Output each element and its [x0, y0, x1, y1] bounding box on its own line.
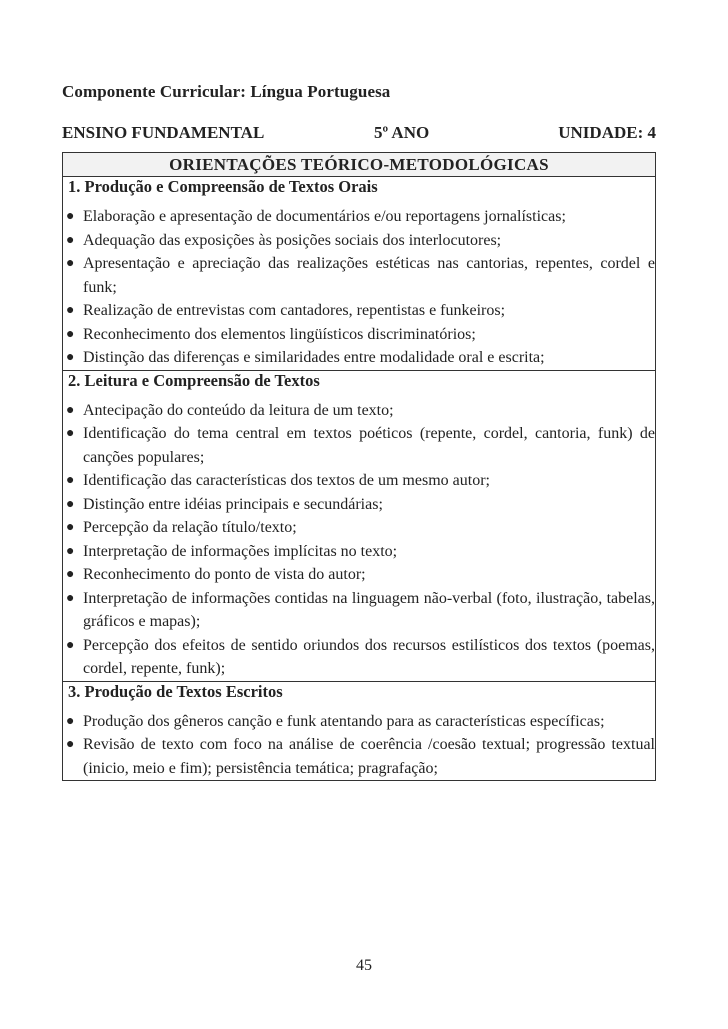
- unidade-label: UNIDADE: 4: [558, 123, 656, 142]
- section-leitura: [63, 370, 656, 681]
- meta-row: [62, 123, 656, 143]
- bullet-icon: ●: [66, 637, 75, 653]
- bullet-icon: ●: [66, 350, 75, 365]
- item-text: Adequação das exposições às posições sociais dos interlocutores;: [83, 231, 502, 249]
- ano-label: 5º ANO: [374, 123, 430, 142]
- item-text: Distinção entre idéias principais e secundárias;: [83, 495, 383, 513]
- list-item: [63, 634, 655, 681]
- list-item: [63, 399, 655, 423]
- item-text: Identificação das características dos textos de um mesmo autor;: [83, 472, 490, 489]
- orientacoes-table: [62, 152, 656, 781]
- section-list: [63, 205, 655, 370]
- item-text: Apresentação e apreciação das realizações estéticas nas cantorias, repentes, cordel e funk;: [83, 255, 655, 296]
- bullet-icon: ●: [66, 326, 75, 342]
- bullet-icon: ●: [66, 303, 75, 318]
- bullet-icon: ●: [66, 520, 75, 535]
- list-item: [63, 323, 655, 347]
- bullet-icon: ●: [66, 209, 75, 224]
- item-text: Percepção da relação título/texto;: [83, 519, 297, 536]
- item-text: Produção dos gêneros canção e funk atentando para as características específicas;: [83, 712, 605, 730]
- bullet-icon: ●: [66, 473, 75, 488]
- item-text: Interpretação de informações implícitas no texto;: [83, 542, 398, 560]
- section-title: 2. Leitura e Compreensão de Textos: [68, 370, 320, 390]
- item-text: Antecipação do conteúdo da leitura de um texto;: [83, 401, 394, 419]
- list-item: [63, 205, 655, 229]
- item-text: Reconhecimento do ponto de vista do autor;: [83, 566, 366, 583]
- list-item: [63, 493, 655, 517]
- item-text: Interpretação de informações contidas na linguagem não-verbal (foto, ilustração, tabelas, gráficos e mapas);: [83, 589, 655, 630]
- item-text: Elaboração e apresentação de documentários e/ou reportagens jornalísticas;: [83, 208, 566, 225]
- list-item: [63, 422, 655, 469]
- item-text: Identificação do tema central em textos poéticos (repente, cordel, cantoria, funk) de canções populares;: [83, 425, 655, 466]
- list-item: [63, 710, 655, 734]
- list-item: [63, 229, 655, 253]
- section-title: 1. Produção e Compreensão de Textos Orais: [68, 177, 378, 196]
- bullet-icon: ●: [66, 496, 75, 512]
- list-item: [63, 299, 655, 323]
- bullet-icon: ●: [66, 256, 75, 271]
- bullet-icon: ●: [66, 737, 75, 752]
- componente-curricular: Componente Curricular: Língua Portuguesa: [62, 82, 391, 101]
- section-list: [63, 399, 655, 681]
- page-number: 45: [356, 957, 372, 974]
- item-text: Realização de entrevistas com cantadores, repentistas e funkeiros;: [83, 302, 506, 319]
- section-orais: [63, 177, 656, 371]
- list-item: [63, 587, 655, 634]
- item-text: Revisão de texto com foco na análise de coerência /coesão textual; progressão textual (inicio, meio e fim); persistência temática; pragrafação;: [83, 736, 655, 777]
- bullet-icon: ●: [66, 402, 75, 418]
- bullet-icon: ●: [66, 590, 75, 606]
- table-title: ORIENTAÇÕES TEÓRICO-METODOLÓGICAS: [63, 153, 656, 177]
- list-item: [63, 252, 655, 299]
- item-text: Distinção das diferenças e similaridades entre modalidade oral e escrita;: [83, 349, 545, 366]
- list-item: [63, 516, 655, 540]
- bullet-icon: ●: [66, 426, 75, 441]
- list-item: [63, 733, 655, 780]
- bullet-icon: ●: [66, 713, 75, 729]
- section-escrita: [63, 681, 656, 781]
- page-header: [62, 82, 656, 143]
- list-item: [63, 540, 655, 564]
- section-title: 3. Produção de Textos Escritos: [68, 681, 283, 701]
- list-item: [63, 563, 655, 587]
- bullet-icon: ●: [66, 543, 75, 559]
- ensino-label: ENSINO FUNDAMENTAL: [62, 123, 265, 142]
- bullet-icon: ●: [66, 567, 75, 582]
- item-text: Percepção dos efeitos de sentido oriundos dos recursos estilísticos dos textos (poemas, cordel, repente, funk);: [83, 636, 655, 677]
- bullet-icon: ●: [66, 232, 75, 248]
- list-item: [63, 346, 655, 370]
- section-list: [63, 710, 655, 781]
- list-item: [63, 469, 655, 493]
- item-text: Reconhecimento dos elementos lingüísticos discriminatórios;: [83, 325, 476, 343]
